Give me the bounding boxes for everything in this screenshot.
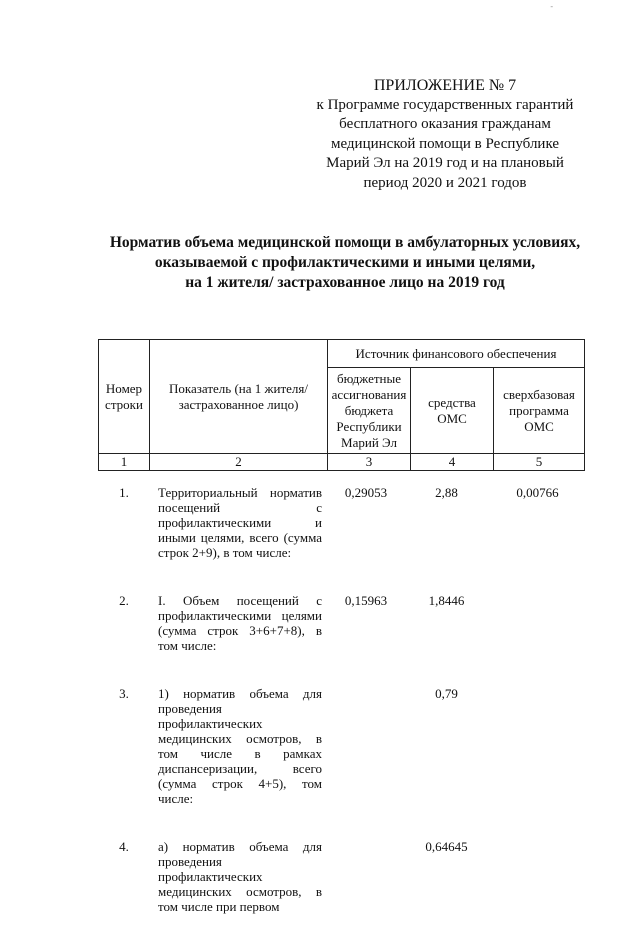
row-number: 2. [119, 593, 129, 608]
title-line: Норматив объема медицинской помощи в амбулаторных условиях, [109, 234, 581, 251]
table-row [98, 669, 588, 822]
row-budget: 0,29053 [344, 485, 388, 500]
row-indicator: а) норматив объема для проведения профилактических медицинских осмотров, в том числе при первом [158, 839, 322, 914]
table-row [98, 822, 588, 930]
appendix-line: к Программе государственных гарантий [316, 96, 574, 113]
row-above-base [487, 669, 588, 822]
row-oms: 2,88 [435, 485, 458, 500]
header-above-base: сверхбазовая программа ОМС [494, 368, 585, 454]
table-row [98, 576, 588, 669]
row-indicator: Территориальный норматив посещений с профилактическими и иными целями, всего (сумма строк 2+9), в том числе: [158, 485, 322, 560]
row-above-base [487, 576, 588, 669]
row-number: 1. [119, 485, 129, 500]
row-number: 4. [119, 839, 129, 854]
row-above-base: 0,00766 [516, 485, 559, 500]
column-number: 5 [494, 454, 585, 471]
row-oms: 0,79 [435, 686, 458, 701]
row-budget [326, 822, 406, 930]
row-oms: 0,64645 [425, 839, 468, 854]
corner-mark: - [550, 2, 553, 11]
column-number: 1 [99, 454, 150, 471]
appendix-title: ПРИЛОЖЕНИЕ № 7 [373, 77, 517, 94]
row-number: 3. [119, 686, 129, 701]
row-indicator: 1) норматив объема для проведения профилактических медицинских осмотров, в том числе в рамках диспансеризации, всего (сумма строк 4+5), том числе: [158, 686, 322, 806]
appendix-line: Марий Эл на 2019 год и на плановый [326, 155, 564, 171]
table-row [98, 468, 588, 576]
column-number: 2 [150, 454, 328, 471]
header-oms: средства ОМС [411, 368, 494, 454]
header-funding-source: Источник финансового обеспечения [328, 340, 585, 368]
document-title [60, 233, 630, 293]
column-number: 3 [328, 454, 411, 471]
row-indicator: I. Объем посещений с профилактическими целями (сумма строк 3+6+7+8), в том числе: [158, 593, 322, 653]
row-above-base [487, 822, 588, 930]
row-budget: 0,15963 [344, 593, 388, 608]
title-line: оказываемой с профилактическими и иными целями, [154, 254, 536, 271]
table-header [98, 339, 585, 471]
header-indicator: Показатель (на 1 жителя/застрахованное лицо) [150, 340, 328, 454]
appendix-line: бесплатного оказания гражданам [339, 116, 551, 132]
header-budget: бюджетные ассигнования бюджета Республики Марий Эл [328, 368, 411, 454]
appendix-line: период 2020 и 2021 годов [363, 174, 527, 191]
data-table [98, 468, 588, 930]
row-budget [326, 669, 406, 822]
appendix-header [300, 76, 590, 193]
header-row-number: Номер строки [99, 340, 150, 454]
row-oms: 1,8446 [428, 593, 465, 608]
appendix-line: медицинской помощи в Республике [330, 135, 560, 152]
column-number: 4 [411, 454, 494, 471]
title-line: на 1 жителя/ застрахованное лицо на 2019 год [185, 274, 505, 291]
